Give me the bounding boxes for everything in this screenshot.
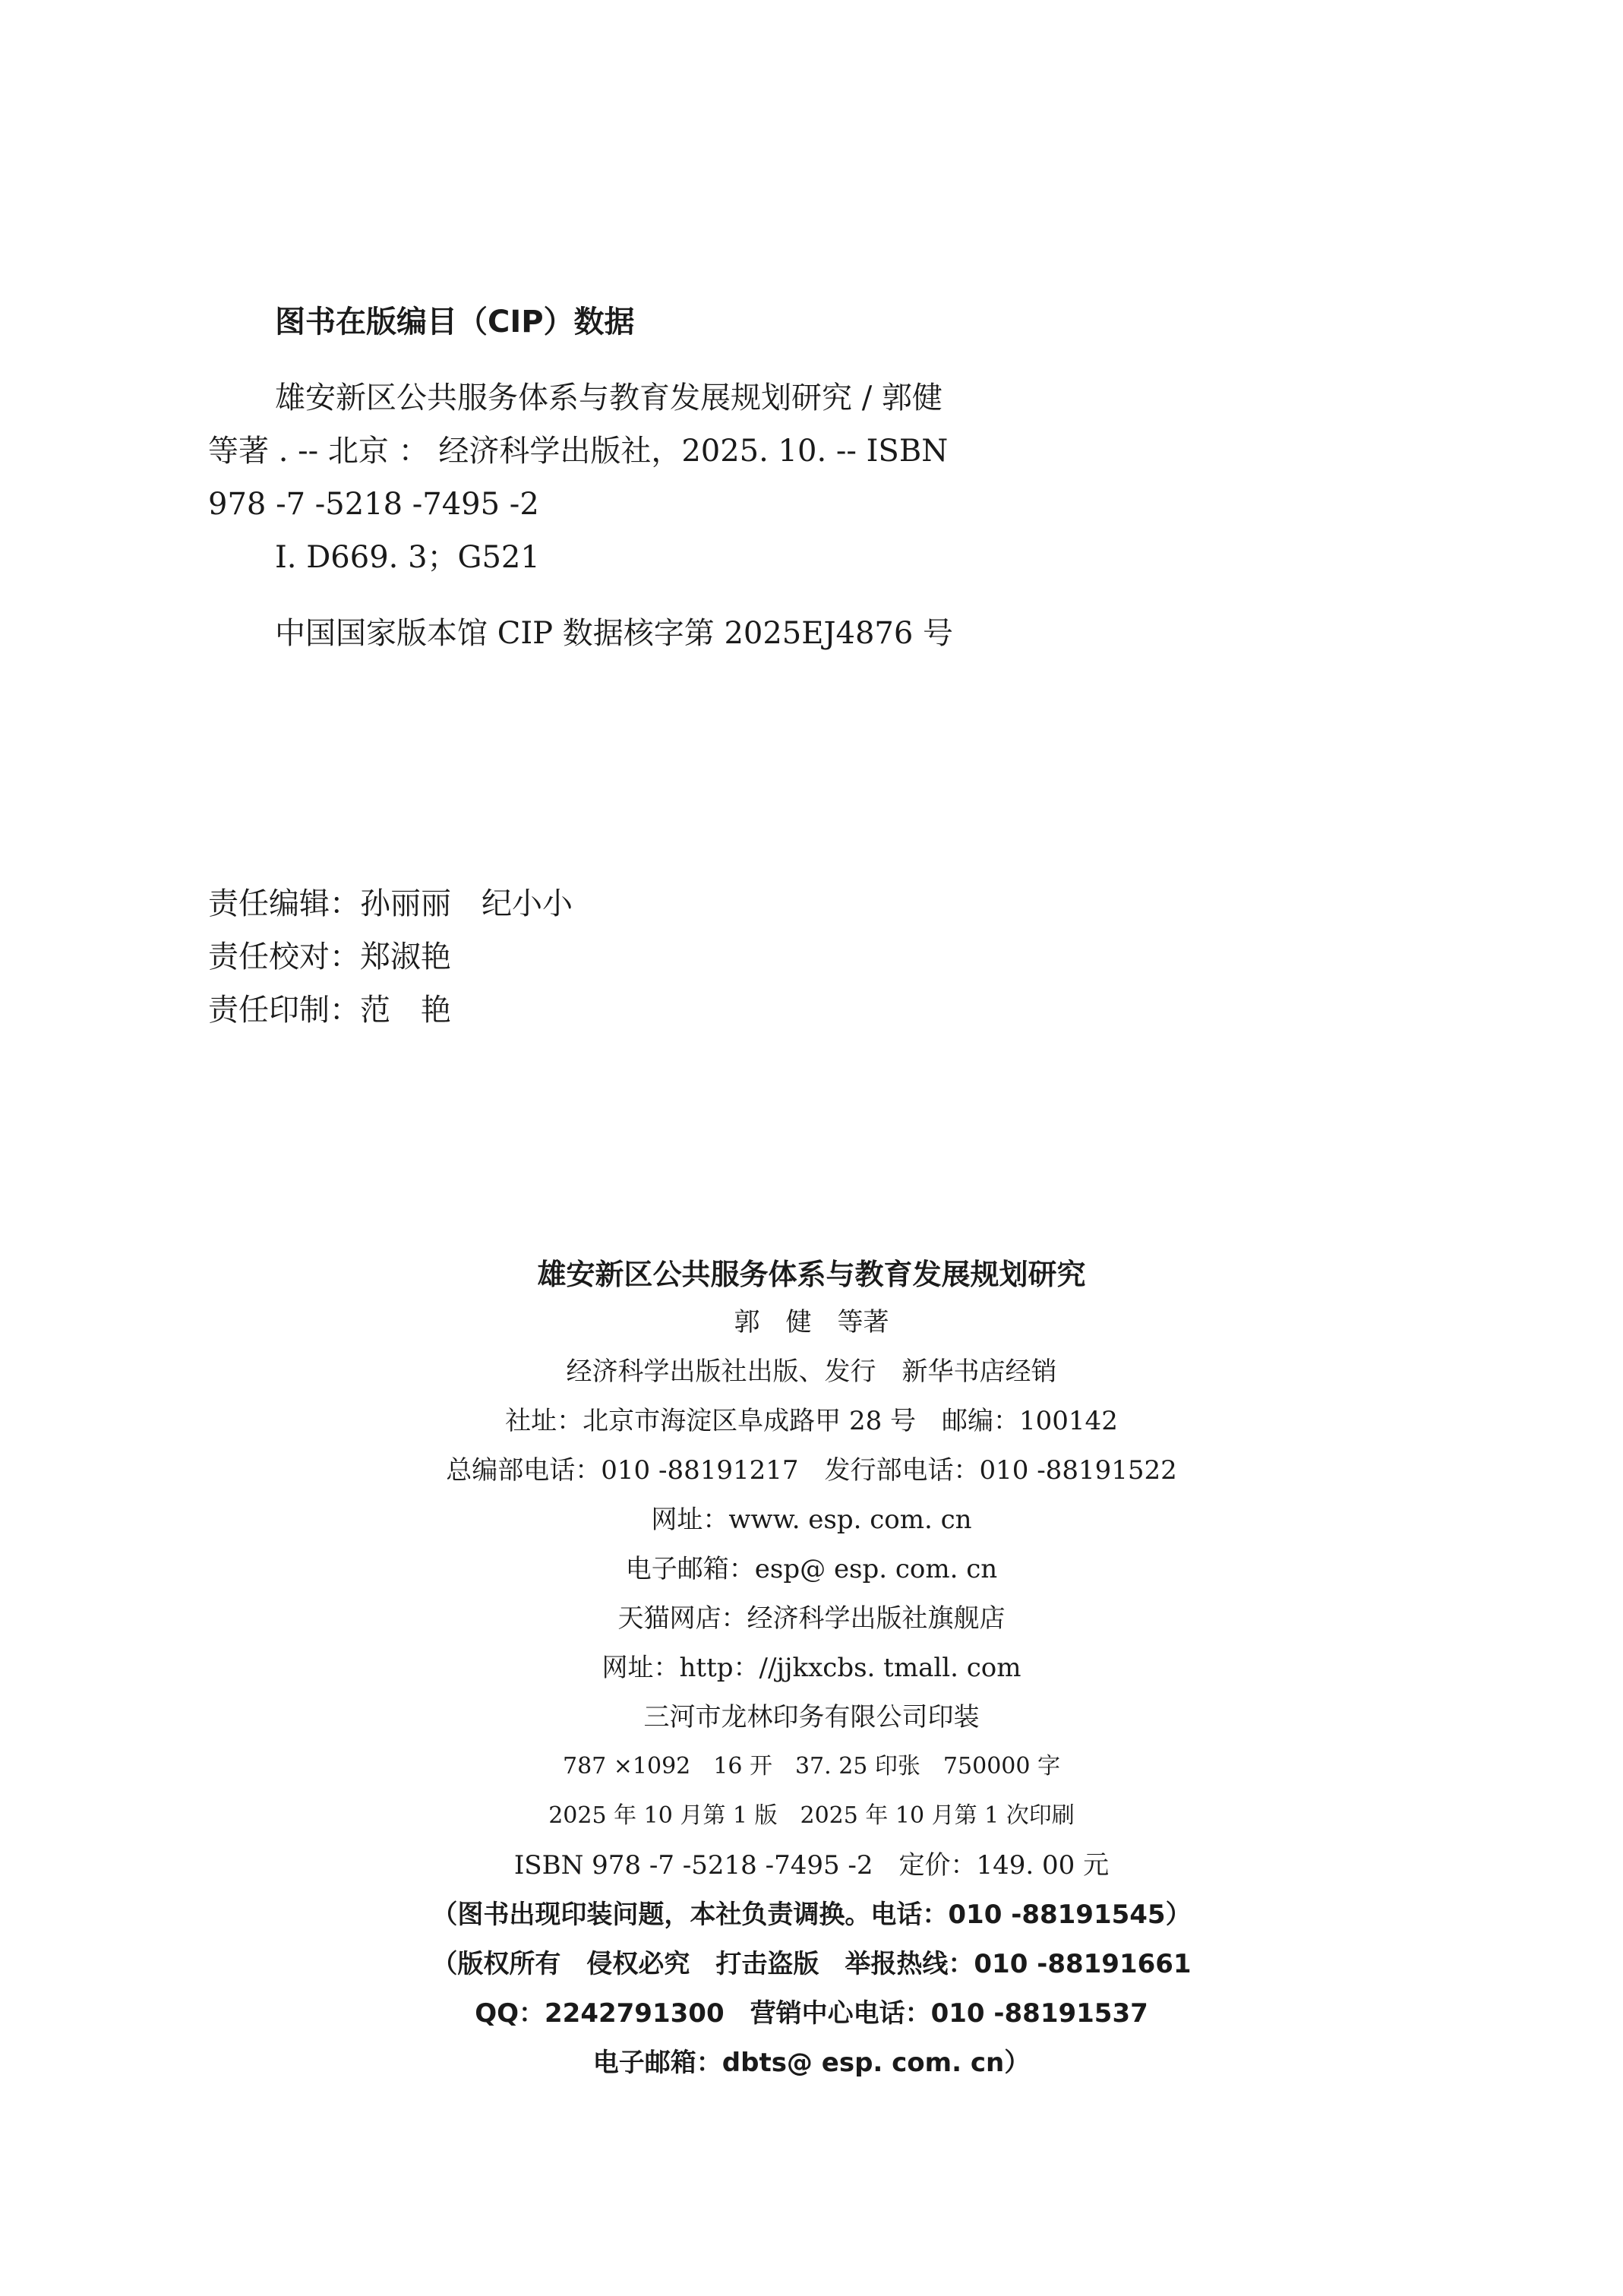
colophon-printer: 三河市龙林印务有限公司印装 [643, 1702, 980, 1732]
colophon-isbn-price: ISBN 978 -7 -5218 -7495 -2 定价：149. 00 元 [513, 1850, 1110, 1881]
colophon-author: 郭 健 等著 [734, 1307, 889, 1337]
colophon-notice-copyright: （版权所有 侵权必究 打击盗版 举报热线：010 -88191661 [431, 1949, 1192, 1979]
colophon-tmall-url: 网址：http：//jjkxcbs. tmall. com [602, 1653, 1021, 1683]
colophon-edition: 2025 年 10 月第 1 版 2025 年 10 月第 1 次印刷 [548, 1802, 1075, 1829]
colophon-notice-email: 电子邮箱：dbts@ esp. com. cn） [592, 2048, 1031, 2078]
colophon-email: 电子邮箱：esp@ esp. com. cn [625, 1554, 998, 1584]
cip-title-line: 雄安新区公共服务体系与教育发展规划研究 / 郭健 [275, 381, 943, 415]
colophon-notice-returns: （图书出现印装问题，本社负责调换。电话：010 -88191545） [431, 1900, 1192, 1930]
colophon-publisher: 经济科学出版社出版、发行 新华书店经销 [566, 1356, 1057, 1387]
colophon-website: 网址：www. esp. com. cn [651, 1505, 972, 1535]
responsible-proofreader: 责任校对：郑淑艳 [208, 940, 451, 974]
responsible-printing: 责任印制：范 艳 [208, 993, 451, 1028]
colophon-specs: 787 ×1092 16 开 37. 25 印张 750000 字 [562, 1753, 1060, 1780]
cip-heading: 图书在版编目（CIP）数据 [275, 305, 635, 340]
cip-classification-line: Ⅰ. D669. 3；G521 [275, 540, 540, 575]
responsible-editor: 责任编辑：孙丽丽 纪小小 [208, 886, 573, 921]
cip-publisher-line: 等著 . -- 北京 ： 经济科学出版社，2025. 10. -- ISBN [208, 434, 949, 469]
cip-isbn-line: 978 -7 -5218 -7495 -2 [208, 487, 539, 522]
colophon-address: 社址：北京市海淀区阜成路甲 28 号 邮编：100142 [505, 1406, 1118, 1436]
colophon-tmall-store: 天猫网店：经济科学出版社旗舰店 [617, 1603, 1006, 1634]
colophon-phones: 总编部电话：010 -88191217 发行部电话：010 -88191522 [446, 1455, 1177, 1486]
colophon-notice-contact: QQ：2242791300 营销中心电话：010 -88191537 [475, 1998, 1148, 2029]
cip-record-number: 中国国家版本馆 CIP 数据核字第 2025EJ4876 号 [275, 616, 954, 651]
colophon-title: 雄安新区公共服务体系与教育发展规划研究 [537, 1258, 1086, 1291]
